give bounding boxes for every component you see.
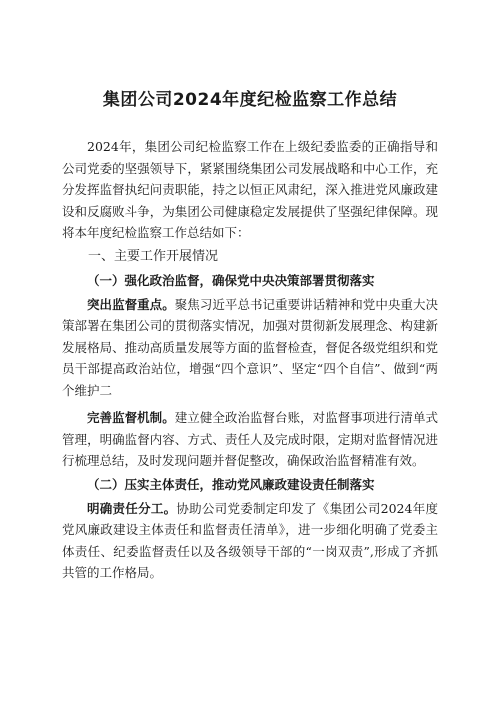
paragraph-lead: 明确责任分工。 xyxy=(87,500,177,516)
paragraph-lead: 突出监督重点。 xyxy=(87,296,175,312)
paragraph-supervision-mechanism xyxy=(62,407,438,472)
section-heading-main-work: 一、主要工作开展情况 xyxy=(88,248,219,264)
paragraph-responsibility-division xyxy=(62,498,438,584)
paragraph-body: 协助公司党委制定印发了《集团公司2024年度党风廉政建设主体责任和监督责任清单》，进一步细化明确了党委主体责任、纪委监督责任以及各级领导干部的“一岗双责”,形成了齐抓共管的工作格局。 xyxy=(62,500,438,580)
subsection-heading-political-supervision: （一）强化政治监督，确保党中央决策部署贯彻落实 xyxy=(87,272,375,288)
paragraph-body: 聚焦习近平总书记重要讲话精神和党中央重大决策部署在集团公司的贯彻落实情况，加强对贯彻新发展理念、构建新发展格局、推动高质量发展等方面的监督检查，督促各级党组织和党员干部提高政治站位，增强“四个意识”、坚定“四个自信”、做到“两个维护二 xyxy=(62,296,438,398)
paragraph-body: 建立健全政治监督台账，对监督事项进行清单式管理，明确监督内容、方式、责任人及完成时限，定期对监督情况进行梳理总结，及时发现问题并督促整改，确保政治监督精准有效。 xyxy=(62,410,438,468)
subsection-heading-main-responsibility: （二）压实主体责任，推动党风廉政建设责任制落实 xyxy=(87,476,375,492)
intro-paragraph: 2024年，集团公司纪检监察工作在上级纪委监委的正确指导和公司党委的坚强领导下，紧紧围绕集团公司发展战略和中心工作，充分发挥监督执纪问责职能，持之以恒正风肃纪，深入推进党风廉政建设和反腐败斗争，为集团公司健康稳定发展提供了坚强纪律保障。现将本年度纪检监察工作总结如下： xyxy=(62,139,438,240)
document-title: 集团公司2024年度纪检监察工作总结 xyxy=(102,90,398,110)
paragraph-supervision-focus xyxy=(62,294,438,402)
paragraph-lead: 完善监督机制。 xyxy=(87,410,175,425)
